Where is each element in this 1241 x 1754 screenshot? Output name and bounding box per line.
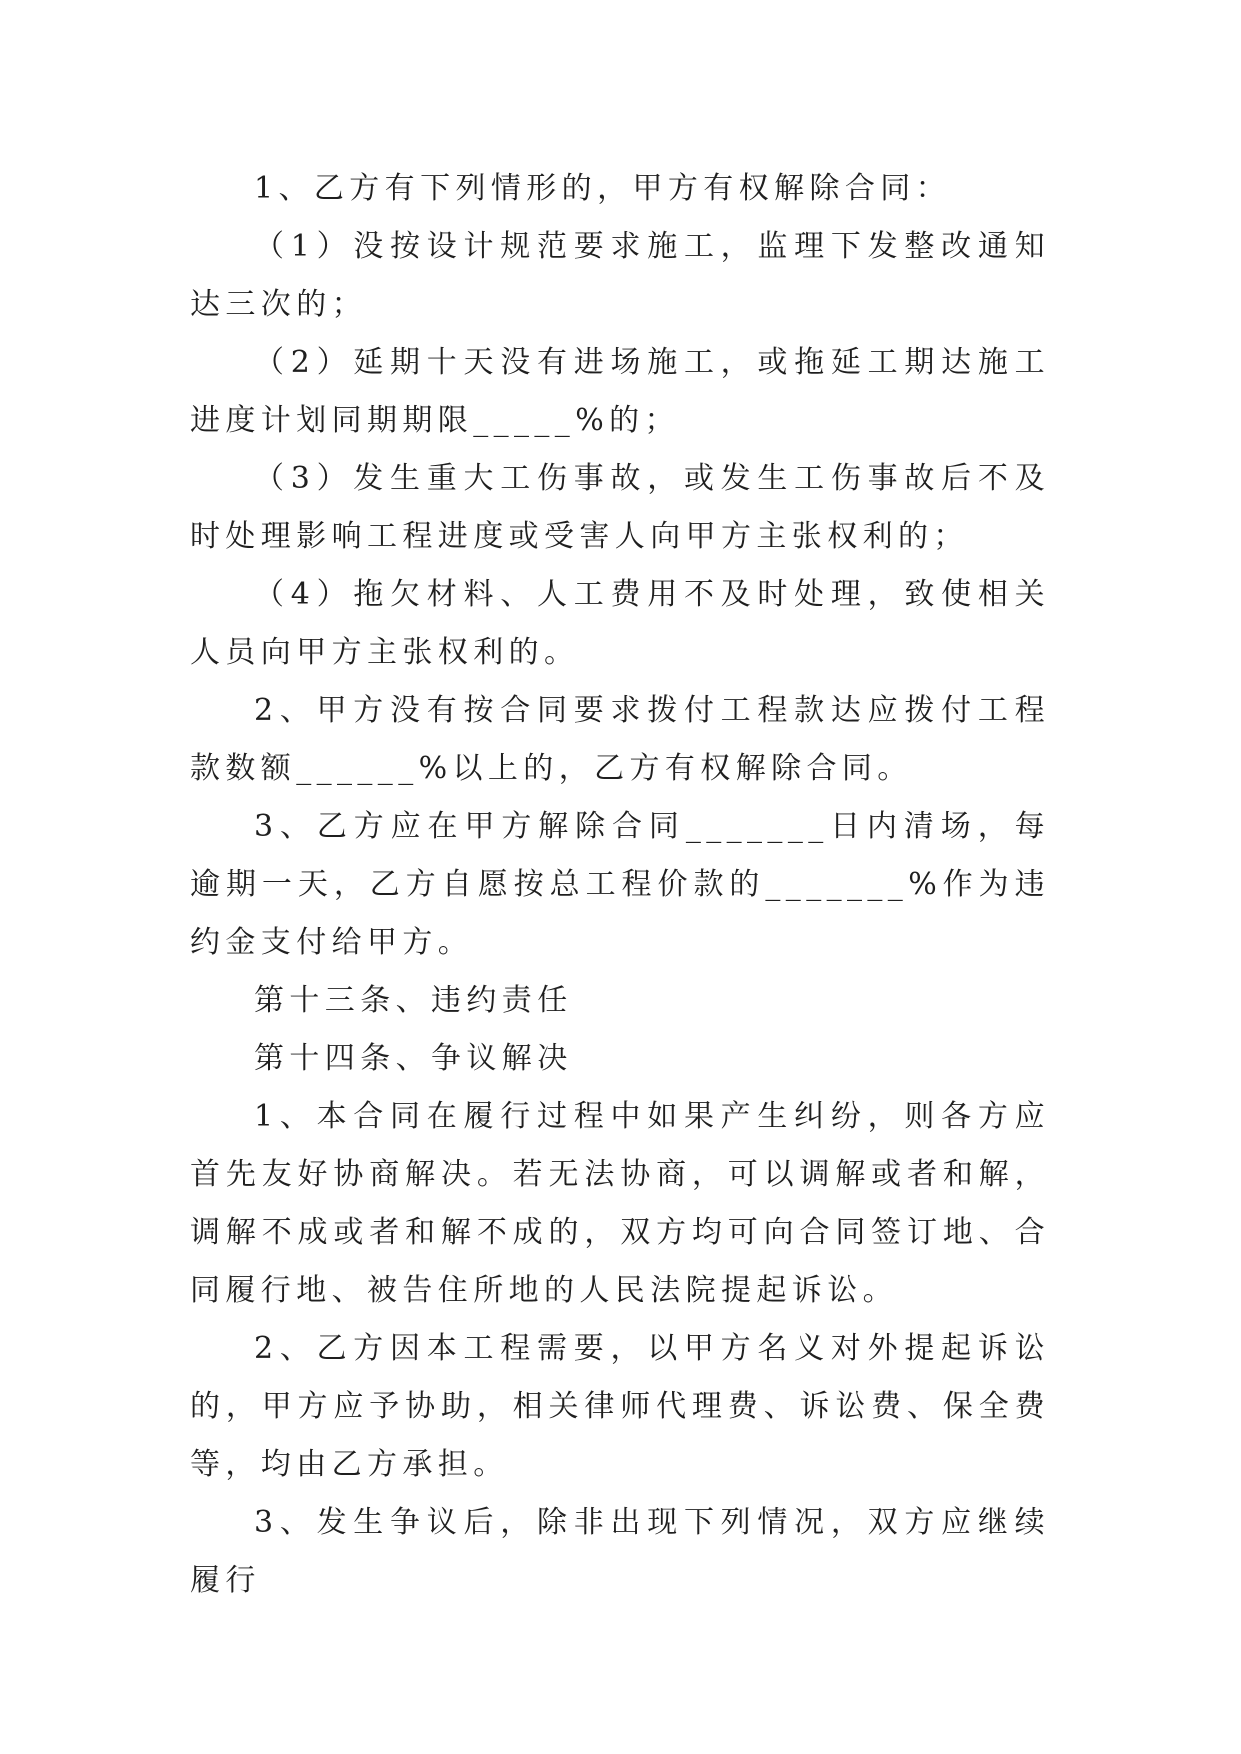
paragraph-dispute-1: 1、本合同在履行过程中如果产生纠纷，则各方应首先友好协商解决。若无法协商，可以调解或者和解，调解不成或者和解不成的，双方均可向合同签订地、合同履行地、被告住所地的人民法院提起诉讼。 [190,1099,1050,1308]
paragraph-clause-1: （1）没按设计规范要求施工，监理下发整改通知达三次的； [190,229,1050,322]
document-body [190,160,1050,1610]
paragraph-clause-4: （4）拖欠材料、人工费用不及时处理，致使相关人员向甲方主张权利的。 [190,577,1050,670]
paragraph-clause-3: （3）发生重大工伤事故，或发生工伤事故后不及时处理影响工程进度或受害人向甲方主张权利的； [190,461,1050,554]
paragraph-termination-by-party-a: 1、乙方有下列情形的，甲方有权解除合同： [254,171,952,206]
paragraph-dispute-3: 3、发生争议后，除非出现下列情况，双方应继续履行 [190,1505,1050,1598]
paragraph-dispute-2: 2、乙方因本工程需要，以甲方名义对外提起诉讼的，甲方应予协助，相关律师代理费、诉讼费、保全费等，均由乙方承担。 [190,1331,1050,1482]
paragraph-termination-by-party-b: 2、甲方没有按合同要求拨付工程款达应拨付工程款数额______%以上的，乙方有权解除合同。 [190,693,1050,786]
paragraph-clause-2: （2）延期十天没有进场施工，或拖延工期达施工进度计划同期期限_____%的； [190,345,1050,438]
paragraph-site-clearance: 3、乙方应在甲方解除合同_______日内清场，每逾期一天，乙方自愿按总工程价款的_______%作为违约金支付给甲方。 [190,809,1050,960]
article-13-heading: 第十三条、违约责任 [254,983,573,1018]
article-14-heading: 第十四条、争议解决 [254,1041,573,1076]
